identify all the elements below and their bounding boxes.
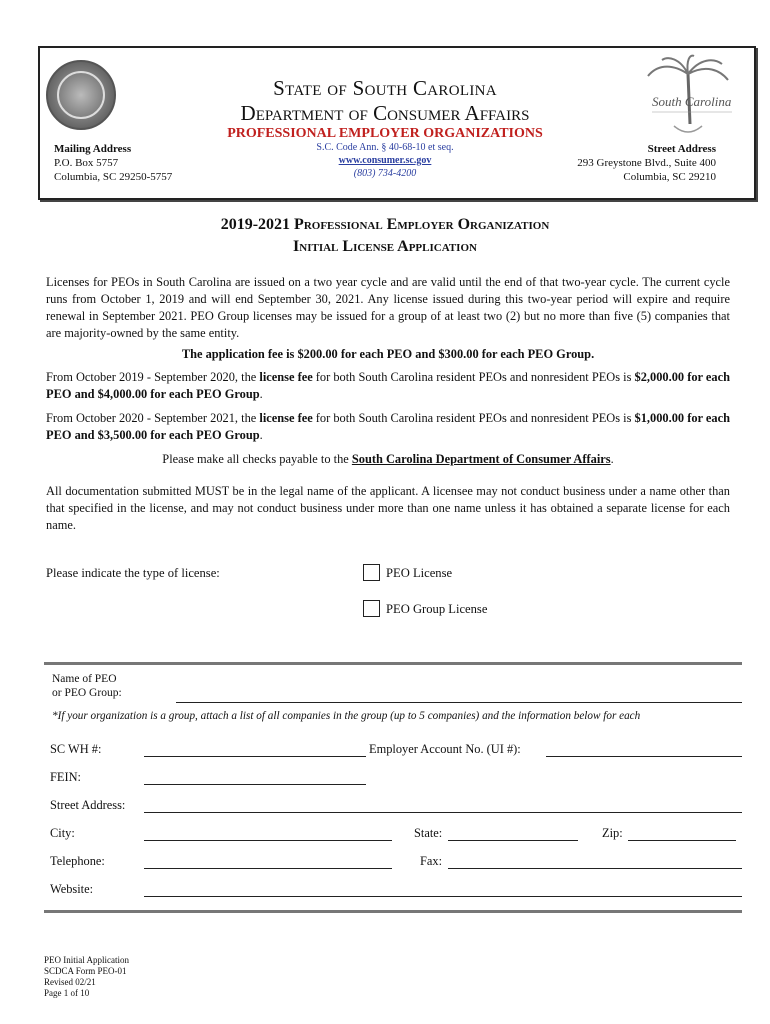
city-field[interactable]: [144, 840, 392, 841]
fax-field[interactable]: [448, 868, 742, 869]
agency-line-2: Department of Consumer Affairs: [240, 101, 530, 125]
street-address-line2: Columbia, SC 29210: [623, 171, 716, 183]
footer-line1: PEO Initial Application: [44, 955, 129, 965]
legal-name-paragraph: All documentation submitted MUST be in the legal name of the applicant. A licensee may not conduct business under a name other than that specified in the license, and may not conduct business under more than one name unless it has obtained a separate license for each name.: [46, 484, 730, 532]
fein-label: FEIN:: [50, 770, 81, 784]
document-title-line1: 2019-2021 Professional Employer Organization: [220, 216, 550, 233]
sc-wh-label: SC WH #:: [50, 742, 102, 756]
street-address-field[interactable]: [144, 812, 742, 813]
peo-name-label-line2: or PEO Group:: [52, 687, 122, 699]
employer-account-label: Employer Account No. (UI #):: [369, 742, 521, 756]
application-fee-text: The application fee is $200.00 for each PEO and $300.00 for each PEO Group.: [181, 347, 595, 361]
website-label: Website:: [50, 882, 94, 896]
fee-period-1-paragraph: From October 2019 - September 2020, the license fee for both South Carolina resident PEOs and nonresident PEOs is $2,000.00 for each PEO and $4,000.00 for each PEO Group.: [46, 370, 730, 401]
zip-label: Zip:: [602, 826, 623, 840]
peo-group-license-checkbox[interactable]: [363, 600, 380, 617]
state-field[interactable]: [448, 840, 578, 841]
street-address-label: Street Address: [647, 143, 716, 155]
agency-line-1: State of South Carolina: [273, 76, 497, 100]
south-carolina-palmetto-logo-icon: [640, 54, 736, 140]
fee-period-2-paragraph: From October 2020 - September 2021, the license fee for both South Carolina resident PEOs and nonresident PEOs is $1,000.00 for each PEO and $3,500.00 for each PEO Group.: [46, 411, 730, 442]
street-address-line1: 293 Greystone Blvd., Suite 400: [577, 157, 716, 169]
fax-label: Fax:: [420, 854, 443, 868]
telephone-field[interactable]: [144, 868, 392, 869]
footer-form-info: [44, 955, 129, 999]
city-label: City:: [50, 826, 75, 840]
sc-wh-field[interactable]: [144, 756, 366, 757]
svg-text:South Carolina: South Carolina: [652, 94, 732, 109]
website-link[interactable]: www.consumer.sc.gov: [338, 155, 432, 166]
section-divider-bottom: [44, 910, 742, 913]
state-seal-icon: [46, 60, 116, 130]
phone-number: (803) 734-4200: [353, 168, 417, 179]
state-label: State:: [414, 826, 443, 840]
footer-line3: Revised 02/21: [44, 977, 96, 987]
code-citation: S.C. Code Ann. § 40-68-10 et seq.: [316, 142, 454, 153]
telephone-label: Telephone:: [50, 854, 105, 868]
employer-account-field[interactable]: [546, 756, 742, 757]
program-title: PROFESSIONAL EMPLOYER ORGANIZATIONS: [227, 126, 543, 141]
checks-payable-text: Please make all checks payable to the South Carolina Department of Consumer Affairs.: [162, 452, 614, 466]
fein-field[interactable]: [144, 784, 366, 785]
intro-paragraph: Licenses for PEOs in South Carolina are issued on a two year cycle and are valid until the end of that two-year cycle. The current cycle runs from October 1, 2019 and will end September 30, 2021. Any license issued during this two-year period will expire and require renewal in September 2021. PEO Group licenses may be issued for a group of at least two (2) but no more than five (5) companies that are majority-owned by the same entity.: [46, 275, 730, 340]
group-note: *If your organization is a group, attach a list of all companies in the group (up to 5 companies) and the information below for each: [52, 710, 641, 722]
mailing-address-label: Mailing Address: [54, 143, 132, 155]
peo-name-label-line1: Name of PEO: [52, 673, 117, 685]
footer-line2: SCDCA Form PEO-01: [44, 966, 127, 976]
zip-field[interactable]: [628, 840, 736, 841]
mailing-address-line1: P.O. Box 5757: [54, 157, 119, 169]
mailing-address-line2: Columbia, SC 29250-5757: [54, 171, 173, 183]
street-address-field-label: Street Address:: [50, 798, 126, 812]
peo-license-label: PEO License: [386, 566, 453, 580]
website-field[interactable]: [144, 896, 742, 897]
peo-name-field[interactable]: [176, 702, 742, 703]
footer-line4: Page 1 of 10: [44, 988, 90, 998]
peo-group-license-label: PEO Group License: [386, 602, 488, 616]
license-type-question: Please indicate the type of license:: [46, 566, 220, 580]
peo-license-checkbox[interactable]: [363, 564, 380, 581]
document-title-line2: Initial License Application: [293, 238, 477, 255]
section-divider-top: [44, 662, 742, 665]
